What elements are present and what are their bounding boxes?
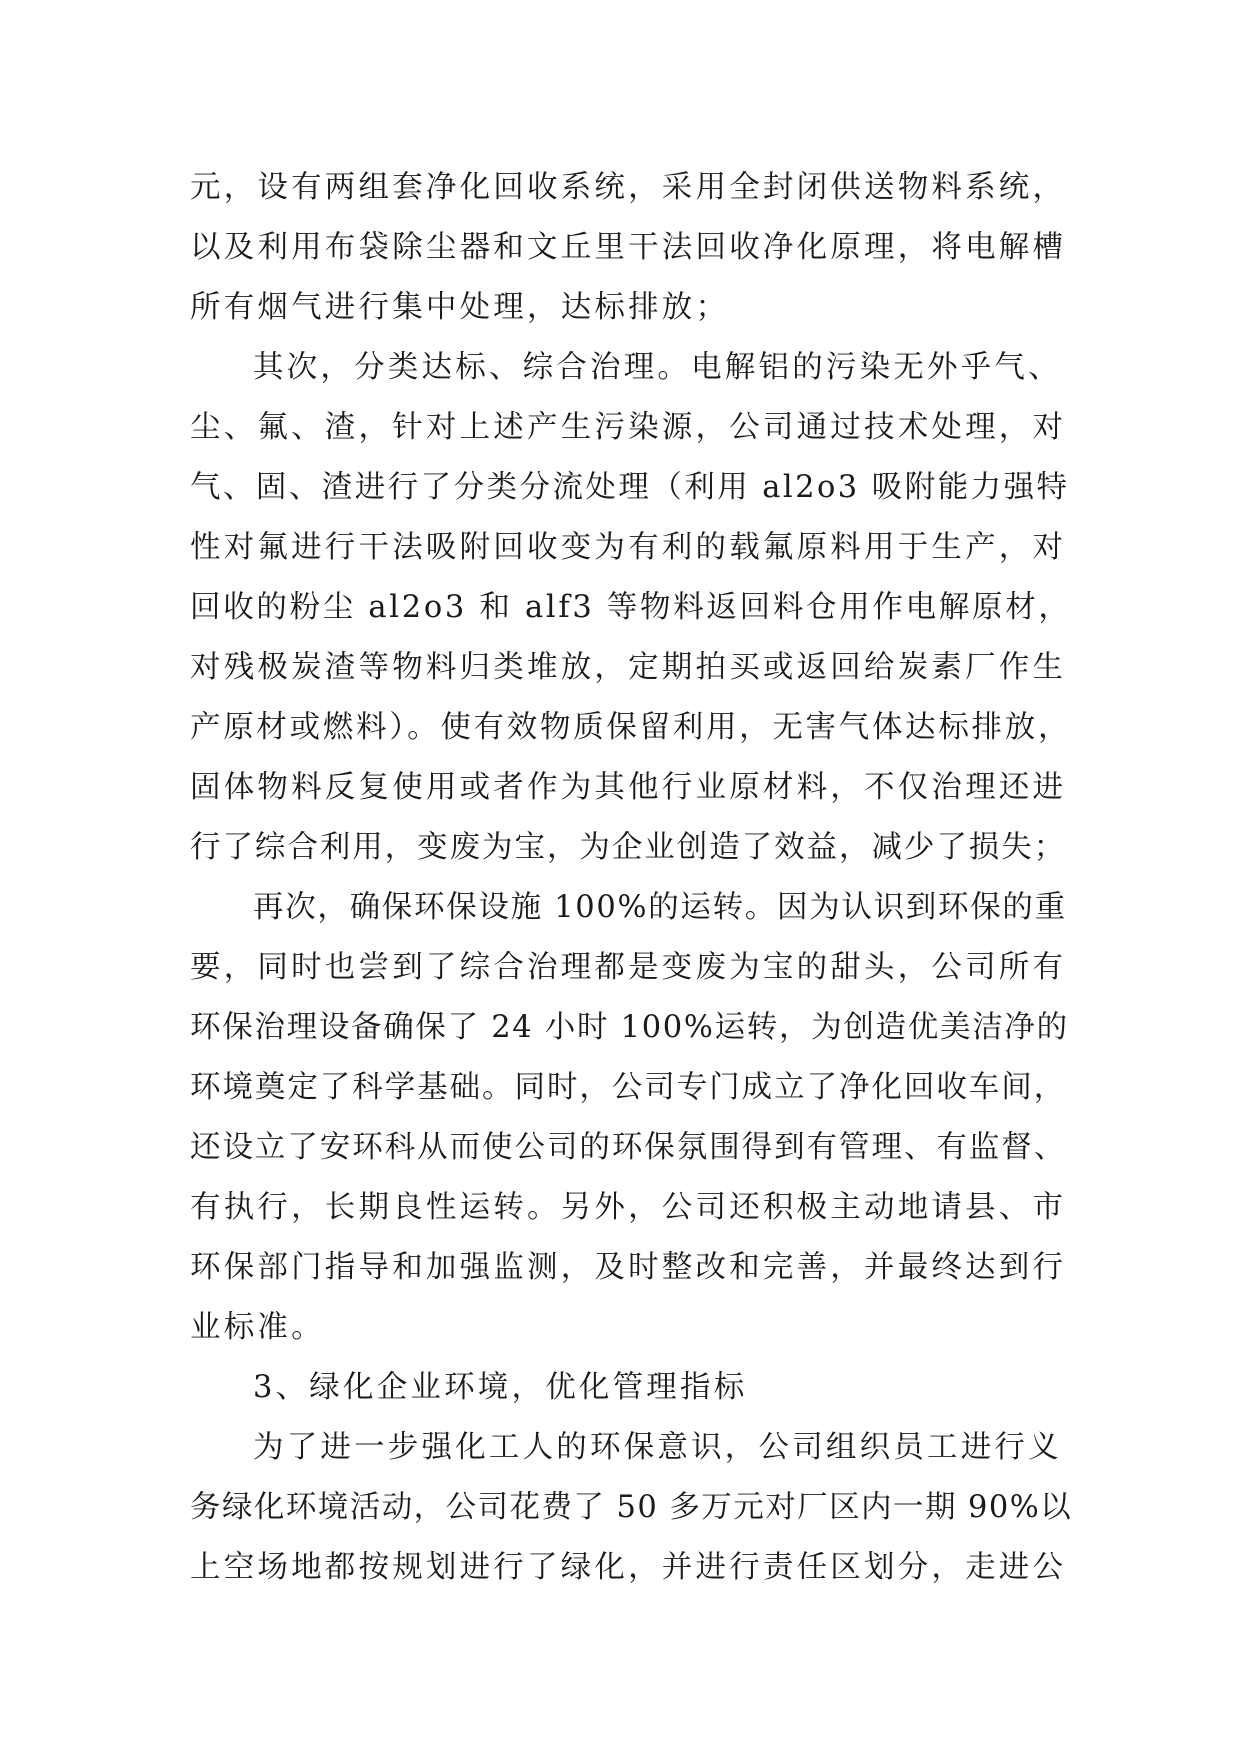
text-line: 性对氟进行干法吸附回收变为有利的载氟原料用于生产，对 bbox=[190, 530, 1067, 565]
text-line: 行了综合利用，变废为宝，为企业创造了效益，减少了损失； bbox=[190, 830, 1067, 865]
text-line: 对残极炭渣等物料归类堆放，定期拍买或返回给炭素厂作生 bbox=[190, 650, 1067, 685]
text-line: 有执行，长期良性运转。另外，公司还积极主动地请县、市 bbox=[190, 1190, 1067, 1225]
document-body bbox=[190, 158, 1072, 1598]
section-heading: 3、绿化企业环境，优化管理指标 bbox=[253, 1370, 748, 1405]
text-line: 要，同时也尝到了综合治理都是变废为宝的甜头，公司所有 bbox=[190, 950, 1067, 985]
text-line: 尘、氟、渣，针对上述产生污染源，公司通过技术处理，对 bbox=[190, 410, 1067, 445]
text-line: 所有烟气进行集中处理，达标排放； bbox=[190, 290, 730, 325]
text-line: 回收的粉尘 al2o3 和 alf3 等物料返回料仓用作电解原材， bbox=[190, 590, 1072, 625]
text-line: 环保治理设备确保了 24 小时 100%运转，为创造优美洁净的 bbox=[190, 1010, 1069, 1045]
text-line: 固体物料反复使用或者作为其他行业原材料，不仅治理还进 bbox=[190, 770, 1067, 805]
text-line: 以及利用布袋除尘器和文丘里干法回收净化原理，将电解槽 bbox=[190, 230, 1067, 265]
text-line: 还设立了安环科从而使公司的环保氛围得到有管理、有监督、 bbox=[190, 1130, 1067, 1165]
text-line: 环境奠定了科学基础。同时，公司专门成立了净化回收车间， bbox=[190, 1070, 1067, 1105]
text-line: 元，设有两组套净化回收系统，采用全封闭供送物料系统， bbox=[190, 170, 1067, 205]
paragraph-start-line: 再次，确保环保设施 100%的运转。因为认识到环保的重 bbox=[253, 890, 1067, 925]
text-line: 环保部门指导和加强监测，及时整改和完善，并最终达到行 bbox=[190, 1250, 1067, 1285]
text-line: 产原材或燃料）。使有效物质保留利用，无害气体达标排放， bbox=[190, 710, 1072, 745]
text-line: 务绿化环境活动，公司花费了 50 多万元对厂区内一期 90%以 bbox=[190, 1490, 1073, 1525]
paragraph-start-line: 其次，分类达标、综合治理。电解铝的污染无外乎气、 bbox=[253, 350, 1062, 385]
text-line: 上空场地都按规划进行了绿化，并进行责任区划分，走进公 bbox=[190, 1550, 1067, 1585]
text-line: 气、固、渣进行了分类分流处理（利用 al2o3 吸附能力强特 bbox=[190, 470, 1070, 505]
paragraph-start-line: 为了进一步强化工人的环保意识，公司组织员工进行义 bbox=[253, 1430, 1062, 1465]
text-line: 业标准。 bbox=[190, 1310, 325, 1345]
